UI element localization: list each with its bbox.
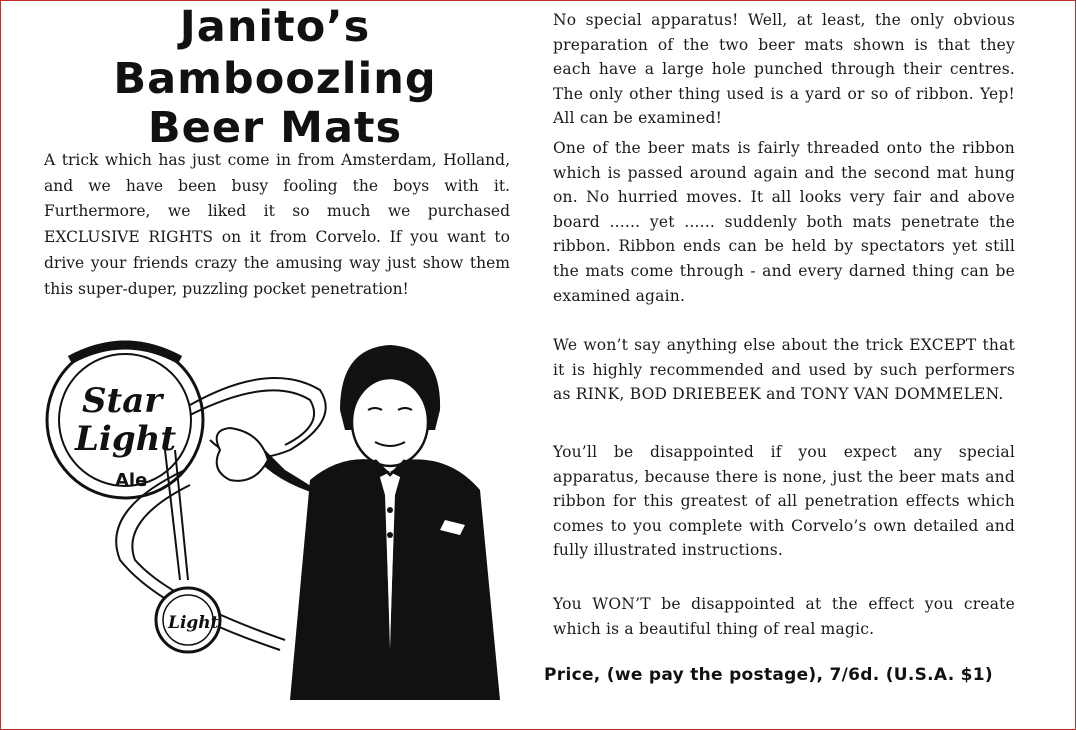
body-paragraph-1 xyxy=(553,8,1015,131)
paragraph-text: We won’t say anything else about the trick EXCEPT that it is highly recommended and used by such performers as RINK, BOD DRIEBEEK and TONY VAN DOMMELEN. xyxy=(553,336,1015,404)
mat-text-3: Ale xyxy=(115,470,148,491)
body-paragraph-3 xyxy=(553,333,1015,407)
body-paragraph-5 xyxy=(553,592,1015,641)
paragraph-text: You’ll be disappointed if you expect any special apparatus, because there is none, just the beer mats and ribbon for this greatest of all penetration effects which comes to you complete with Corvelo’s own detailed and fully illustrated instructions. xyxy=(553,443,1015,560)
large-beer-mat xyxy=(47,342,203,498)
mat-text-2: Light xyxy=(75,419,177,459)
paragraph-text: One of the beer mats is fairly threaded onto the ribbon which is passed around again and the second mat hung on. No hurried moves. It all looks very fair and above board ...... yet ...... suddenly both mats penetrate the ribbon. Ribbon ends can be held by spectators yet still the mats come through - and every darned thing can be examined again. xyxy=(553,139,1015,305)
body-paragraph-4 xyxy=(553,440,1015,563)
magician-illustration xyxy=(40,320,520,700)
magician-figure xyxy=(217,345,500,700)
intro-text: A trick which has just come in from Amsterdam, Holland, and we have been busy fooling the boys with it. Furthermore, we liked it so much we purchased EXCLUSIVE RIGHTS on it from Corvelo. If you want to drive your friends crazy the amusing way just show them this super-duper, puzzling pocket penetration! xyxy=(44,151,510,298)
small-mat-text: Light xyxy=(168,613,219,633)
mat-text-1: Star xyxy=(82,381,163,421)
title-line-3: Beer Mats xyxy=(147,103,403,153)
title-line-2: Bamboozling xyxy=(113,54,437,104)
title-line-1: Janito’s xyxy=(179,2,371,52)
intro-paragraph xyxy=(44,148,510,302)
paragraph-text: No special apparatus! Well, at least, the only obvious preparation of the two beer mats shown is that they each have a large hole punched through their centres. The only other thing used is a yard or so of ribbon. Yep! All can be examined! xyxy=(553,11,1015,128)
paragraph-text: You WON’T be disappointed at the effect you create which is a beautiful thing of real magic. xyxy=(553,595,1015,638)
price-line: Price, (we pay the postage), 7/6d. (U.S.A. $1) xyxy=(544,665,994,685)
body-paragraph-2 xyxy=(553,136,1015,308)
small-beer-mat xyxy=(156,588,220,652)
